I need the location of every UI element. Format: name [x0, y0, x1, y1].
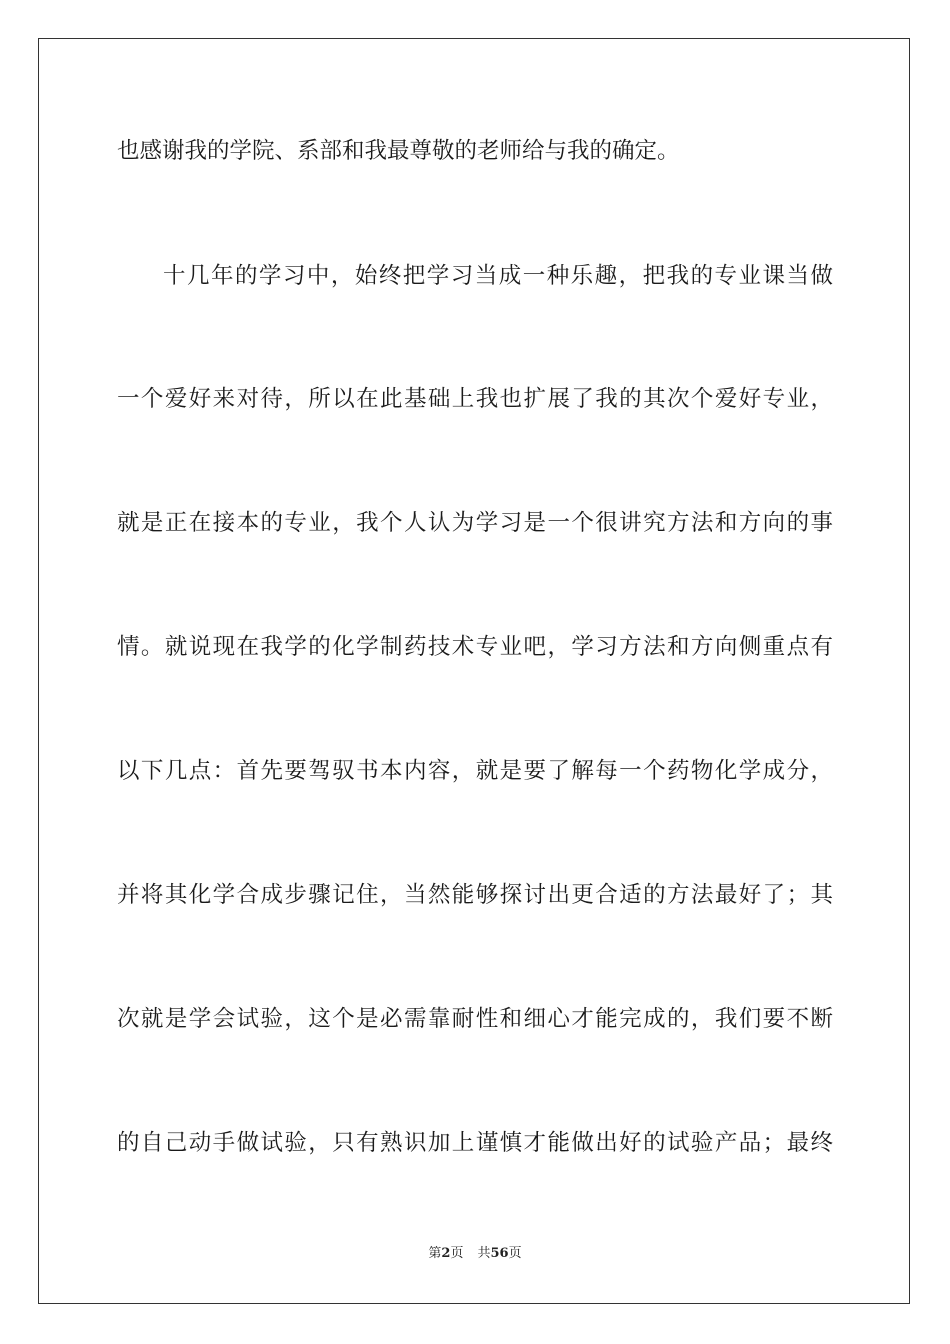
page-suffix: 页: [450, 1246, 464, 1261]
text-line-8: 次就是学会试验，这个是必需靠耐性和细心才能完成的，我们要不断: [117, 1006, 833, 1032]
paragraph-first-line: 十几年的学习中，始终把学习当成一种乐趣，把我的专业课当做: [163, 263, 833, 289]
text-line-9: 的自己动手做试验，只有熟识加上谨慎才能做出好的试验产品；最终: [117, 1130, 833, 1156]
page-footer: [0, 1245, 950, 1263]
page-border: [38, 38, 910, 1304]
total-pages: 56: [490, 1246, 509, 1261]
text-line-1: 也感谢我的学院、系部和我最尊敬的老师给与我的确定。: [117, 138, 680, 164]
text-line-6: 以下几点：首先要驾驭书本内容，就是要了解每一个药物化学成分，: [117, 758, 833, 784]
text-line-5: 情。就说现在我学的化学制药技术专业吧，学习方法和方向侧重点有: [117, 634, 833, 660]
text-line-7: 并将其化学合成步骤记住，当然能够探讨出更合适的方法最好了；其: [117, 882, 833, 908]
total-suffix: 页: [508, 1246, 522, 1261]
total-prefix: 共: [477, 1246, 491, 1261]
text-line-3: 一个爱好来对待，所以在此基础上我也扩展了我的其次个爱好专业，: [117, 386, 833, 412]
text-line-4: 就是正在接本的专业，我个人认为学习是一个很讲究方法和方向的事: [117, 510, 833, 536]
page-prefix: 第: [428, 1246, 442, 1261]
page-number: 2: [441, 1246, 451, 1261]
